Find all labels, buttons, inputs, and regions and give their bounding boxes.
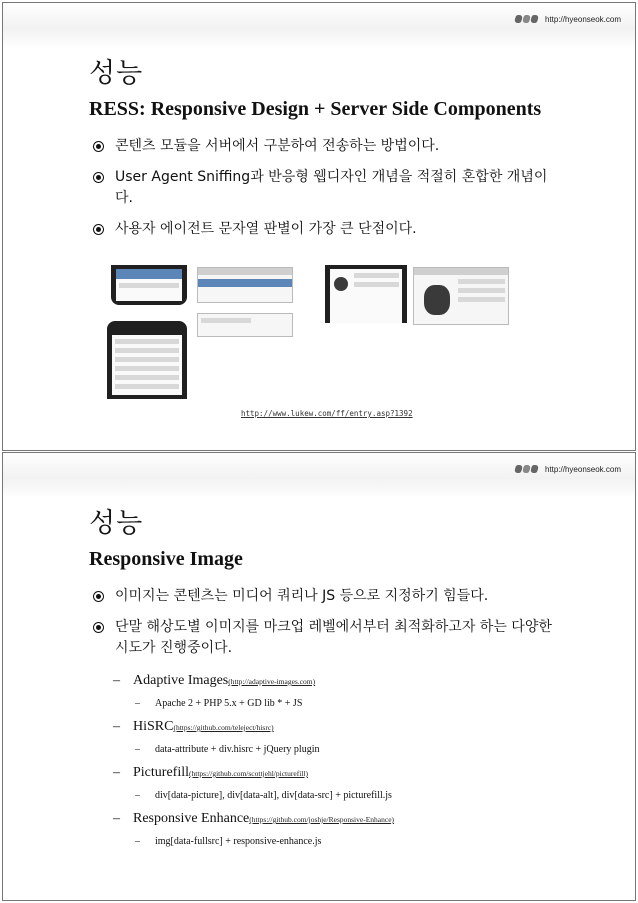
ress-screenshots — [3, 3, 635, 450]
slide-subtitle: RESS: Responsive Design + Server Side Components — [89, 98, 542, 120]
technique-detail: – img[data-fullsrc] + responsive-enhance.js — [135, 836, 322, 847]
site-badge — [515, 463, 621, 475]
technique-name: Responsive Enhance — [133, 811, 250, 826]
phone-screenshot — [107, 321, 187, 399]
technique-name: Adaptive Images — [133, 673, 229, 688]
technique-link[interactable]: (https://github.com/joshje/Responsive-Enhance) — [249, 815, 395, 824]
technique-link[interactable]: (http://adaptive-images.com) — [228, 677, 316, 686]
browser-screenshot — [413, 267, 509, 325]
logo-mark-icon — [515, 463, 539, 475]
bullet-text: User Agent Sniffing과 반응형 웹디자인 개념을 적절히 혼합한 개념이다. — [115, 169, 548, 206]
phone-screenshot — [325, 265, 407, 323]
bullet-item — [93, 586, 563, 607]
site-url[interactable]: http://hyeonseok.com — [544, 14, 621, 24]
bullet-text: 이미지는 콘텐츠는 미디어 쿼리나 JS 등으로 지정하기 힘들다. — [115, 588, 489, 604]
bullet-text: 콘텐츠 모듈을 서버에서 구분하여 전송하는 방법이다. — [115, 138, 440, 154]
technique-item: – Adaptive Images(http://adaptive-images.com) — [113, 673, 316, 688]
source-link[interactable]: http://www.lukew.com/ff/entry.asp?1392 — [241, 409, 413, 418]
bullet-circle-icon — [93, 622, 104, 633]
technique-link[interactable]: (https://github.com/teleject/hisrc) — [173, 723, 274, 732]
slide-title: 성능 — [89, 508, 144, 539]
bullet-list — [93, 586, 563, 669]
technique-item: – Picturefill(https://github.com/scottjehl/picturefill) — [113, 765, 308, 780]
technique-list — [113, 665, 563, 849]
technique-detail: – Apache 2 + PHP 5.x + GD lib * + JS — [135, 698, 303, 709]
bullet-item — [93, 617, 563, 659]
technique-name: Picturefill — [133, 765, 189, 780]
technique-link[interactable]: (https://github.com/scottjehl/picturefill) — [189, 769, 308, 778]
slide-header-band — [3, 453, 635, 499]
slide-title: 성능 — [89, 58, 144, 89]
bullet-circle-icon — [93, 591, 104, 602]
phone-screenshot — [111, 265, 187, 305]
technique-item: – Responsive Enhance(https://github.com/joshje/Responsive-Enhance) — [113, 811, 395, 826]
slide-subtitle: Responsive Image — [89, 548, 243, 570]
browser-screenshot — [197, 313, 293, 337]
technique-name: HiSRC — [133, 719, 174, 734]
slide-1 — [2, 2, 636, 451]
bullet-text: 단말 해상도별 이미지를 마크업 레벨에서부터 최적화하고자 하는 다양한 시도가 진행중이다. — [115, 619, 552, 656]
site-url[interactable]: http://hyeonseok.com — [544, 464, 621, 474]
technique-detail: – div[data-picture], div[data-alt], div[data-src] + picturefill.js — [135, 790, 392, 801]
technique-item: – HiSRC(https://github.com/teleject/hisrc) — [113, 719, 274, 734]
bullet-text: 사용자 에이전트 문자열 판별이 가장 큰 단점이다. — [115, 221, 417, 237]
browser-screenshot — [197, 267, 293, 303]
slide-2 — [2, 452, 636, 901]
technique-detail: – data-attribute + div.hisrc + jQuery plugin — [135, 744, 320, 755]
